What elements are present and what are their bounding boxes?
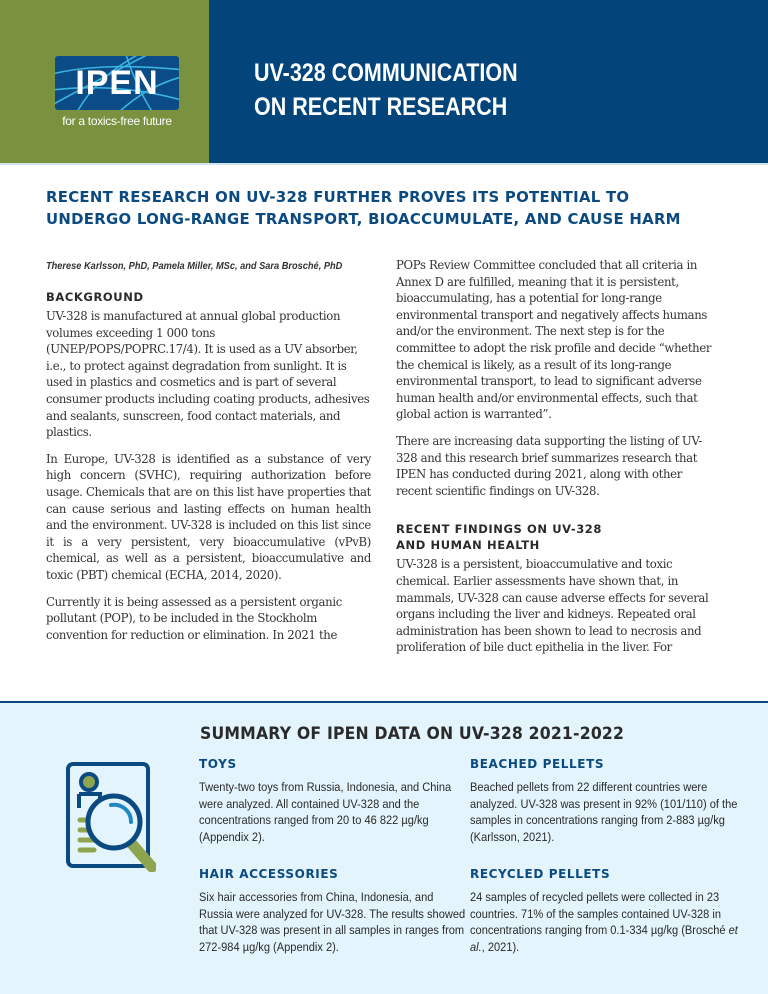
authors-line: Therese Karlsson, PhD, Pamela Miller, MSc, and Sara Brosché, PhD bbox=[46, 260, 343, 272]
recycled-pellets-heading: RECYCLED PELLETS bbox=[470, 867, 611, 881]
background-paragraph-1: UV-328 is manufactured at annual global production volumes exceeding 1 000 tons (UNEP/POPS/POPRC.17/4). It is used as a UV absorber, i.e., to protect against degradation from sunlight. It is used in plastics and cosmetics and is part of several consumer products including coating products, adhesives and sealants, sunscreen, food contact materials, and plastics. bbox=[46, 309, 370, 440]
title-line-2: ON RECENT RESEARCH bbox=[254, 93, 508, 121]
document-magnifier-icon bbox=[66, 762, 156, 872]
beached-pellets-heading: BEACHED PELLETS bbox=[470, 757, 605, 771]
beached-pellets-text: Beached pellets from 22 different countries were analyzed. UV-328 was present in 92% (101/110) of the samples in concentrations ranging from 2-883 µg/kg (Karlsson, 2021). bbox=[470, 780, 738, 844]
summary-title: SUMMARY OF IPEN DATA ON UV-328 2021-2022 bbox=[200, 724, 625, 743]
recycled-text-end: , 2021). bbox=[481, 939, 520, 954]
summary-card-hair-accessories bbox=[199, 867, 479, 955]
data-paragraph: There are increasing data supporting the listing of UV-328 and this research brief summarizes research that IPEN has conducted during 2021, along with other recent scientific findings on UV-328. bbox=[396, 433, 702, 498]
summary-card-beached-pellets bbox=[470, 757, 750, 845]
summary-card-recycled-pellets bbox=[470, 867, 750, 955]
background-paragraph-3: Currently it is being assessed as a persistent organic pollutant (POP), to be included in the Stockholm convention for reduction or elimination. In 2021 the bbox=[46, 594, 342, 642]
page-title bbox=[254, 56, 518, 124]
right-column bbox=[396, 257, 721, 666]
recycled-text-italic: et al. bbox=[470, 923, 738, 954]
recycled-text-main: 24 samples of recycled pellets were collected in 23 countries. 71% of the samples contained UV-328 in concentrations ranging from 0.1-334 µg/kg (Brosché bbox=[470, 890, 729, 937]
summary-divider bbox=[0, 701, 768, 703]
findings-paragraph: UV-328 is a persistent, bioaccumulative and toxic chemical. Earlier assessments have shown that, in mammals, UV-328 can cause adverse effects for several organs including the liver and kidneys. Repeated oral administration has been shown to lead to necrosis and proliferation of bile duct epithelia in the liver. For bbox=[396, 557, 709, 655]
background-heading: BACKGROUND bbox=[46, 290, 144, 304]
recycled-pellets-text bbox=[470, 889, 740, 955]
logo-text: IPEN bbox=[75, 64, 159, 102]
toys-text: Twenty-two toys from Russia, Indonesia, and China were analyzed. All contained UV-328 and the concentrations ranged from 20 to 46 822 µg/kg (Appendix 2). bbox=[199, 780, 452, 844]
header-divider bbox=[0, 163, 768, 165]
logo-tagline: for a toxics-free future bbox=[62, 114, 172, 128]
hair-accessories-text: Six hair accessories from China, Indonesia, and Russia were analyzed for UV-328. The results showed that UV-328 was present in all samples in ranges from 272-984 µg/kg (Appendix 2). bbox=[199, 890, 466, 954]
document-subtitle bbox=[46, 186, 681, 230]
summary-card-toys bbox=[199, 757, 479, 845]
ipen-logo bbox=[55, 56, 179, 110]
subtitle-line-1: RECENT RESEARCH ON UV-328 FURTHER PROVES ITS POTENTIAL TO bbox=[46, 188, 630, 206]
committee-paragraph: POPs Review Committee concluded that all criteria in Annex D are fulfilled, meaning that it is persistent, bioaccumulating, has a potential for long-range environmental transport and negatively affects humans and/or the environment. The next step is for the committee to adopt the risk profile and decide “whether the chemical is likely, as a result of its long-range environmental transport, to lead to significant adverse human health and/or environmental effects, such that global action is warranted”. bbox=[396, 258, 712, 422]
background-paragraph-2: In Europe, UV-328 is identified as a substance of very high concern (SVHC), requiring authorization before usage. Chemicals that are on this list have properties that can cause serious and lasting effects on human health and the environment. UV-328 is included on this list since it is a very persistent, very bioaccumulative (vPvB) chemical, as well as a persistent, bioaccumulative and toxic (PBT) chemical (ECHA, 2014, 2020). bbox=[46, 451, 371, 582]
findings-heading: RECENT FINDINGS ON UV-328 AND HUMAN HEALTH bbox=[396, 522, 602, 553]
left-column bbox=[46, 289, 371, 653]
page-header bbox=[0, 0, 768, 163]
logo-panel bbox=[0, 0, 209, 163]
hair-accessories-heading: HAIR ACCESSORIES bbox=[199, 867, 339, 881]
subtitle-line-2: UNDERGO LONG-RANGE TRANSPORT, BIOACCUMULATE, AND CAUSE HARM bbox=[46, 210, 681, 228]
toys-heading: TOYS bbox=[199, 757, 237, 771]
title-line-1: UV-328 COMMUNICATION bbox=[254, 59, 518, 87]
